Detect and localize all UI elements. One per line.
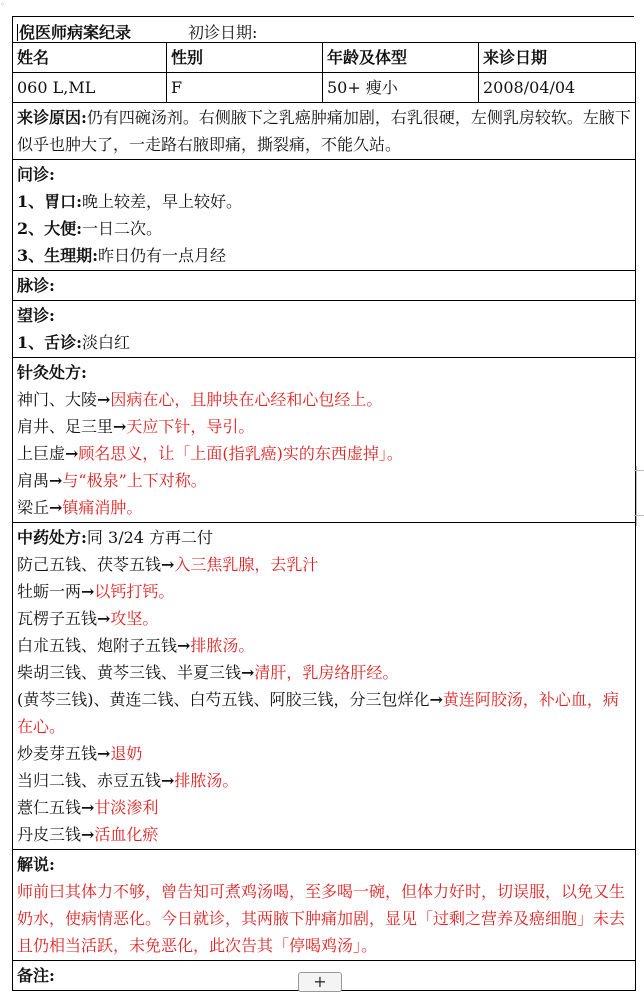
explanation-row xyxy=(13,850,636,961)
patient-sex: F xyxy=(167,73,323,103)
text-cursor-icon xyxy=(17,24,18,41)
title-row xyxy=(12,16,634,42)
first-visit-label: 初诊日期: xyxy=(188,23,258,42)
observation-label: 望诊: xyxy=(17,306,55,325)
arrow-icon: → xyxy=(49,498,63,517)
inquiry-label: 问诊: xyxy=(17,165,55,184)
patient-visit-date: 2008/04/04 xyxy=(479,73,636,103)
date-header: 来诊日期 xyxy=(479,43,636,73)
arrow-icon: → xyxy=(429,690,443,709)
patient-name: 060 L,ML xyxy=(13,73,167,103)
reason-label: 来诊原因: xyxy=(17,108,87,127)
acupuncture-cell xyxy=(13,358,636,523)
acupuncture-row xyxy=(13,358,636,523)
pulse-row xyxy=(13,271,636,301)
herbal-item: 防己五钱、茯苓五钱→入三焦乳腺，去乳汁 xyxy=(17,555,319,574)
observation-row xyxy=(13,301,636,358)
arrow-icon: → xyxy=(81,825,95,844)
page-edge-tick xyxy=(634,515,644,516)
reason-row xyxy=(13,103,636,160)
arrow-icon: → xyxy=(81,798,95,817)
arrow-icon: → xyxy=(113,417,127,436)
add-button[interactable]: + xyxy=(298,972,342,992)
inquiry-row xyxy=(13,160,636,271)
herbal-item: 柴胡三钱、黄芩三钱、半夏三钱→清肝，乳房络肝经。 xyxy=(17,663,399,682)
herbal-item: 当归二钱、赤豆五钱→排脓汤。 xyxy=(17,771,239,790)
age-header: 年龄及体型 xyxy=(323,43,479,73)
acupuncture-item: 肩井、足三里→天应下针，导引。 xyxy=(17,417,255,436)
patient-row xyxy=(13,73,636,103)
herbal-item: 薏仁五钱→甘淡渗利 xyxy=(17,798,159,817)
acupuncture-item: 梁丘→镇痛消肿。 xyxy=(17,498,143,517)
explanation-label: 解说: xyxy=(17,855,55,874)
arrow-icon: → xyxy=(161,771,175,790)
herbal-item: 白朮五钱、炮附子五钱→排脓汤。 xyxy=(17,636,255,655)
inquiry-cell xyxy=(13,160,636,271)
sex-header: 性别 xyxy=(167,43,323,73)
acupuncture-item: 上巨虚→顾名思义，让「上面(指乳癌)实的东西虚掉」。 xyxy=(17,444,403,463)
arrow-icon: → xyxy=(81,582,95,601)
patient-age-body: 50+ 瘦小 xyxy=(323,73,479,103)
arrow-icon: → xyxy=(49,471,63,490)
acupuncture-label: 针灸处方: xyxy=(17,363,87,382)
inquiry-item: 1、胃口:晚上较差，早上较好。 xyxy=(17,192,243,211)
herbal-cell xyxy=(13,523,636,850)
herbal-item: 丹皮三钱→活血化瘀 xyxy=(17,825,159,844)
herbal-item: 炒麦芽五钱→退奶 xyxy=(17,744,143,763)
reason-cell xyxy=(13,103,636,160)
herbal-item: 牡蛎一两→以钙打钙。 xyxy=(17,582,175,601)
corner-marker-icon: ◦ xyxy=(0,0,5,9)
arrow-icon: → xyxy=(177,636,191,655)
herbal-intro: 同 3/24 方再二付 xyxy=(86,528,214,547)
arrow-icon: → xyxy=(97,744,111,763)
herbal-label: 中药处方: xyxy=(17,528,87,547)
herbal-row xyxy=(13,523,636,850)
arrow-icon: → xyxy=(241,663,255,682)
explanation-cell xyxy=(13,850,636,961)
acupuncture-item: 神门、大陵→因病在心，且肿块在心经和心包经上。 xyxy=(17,390,383,409)
header-row xyxy=(13,43,636,73)
explanation-text: 师前曰其体力不够，曾告知可煮鸡汤喝，至多喝一碗，但体力好时，切误服，以免又生奶水，使病情恶化。今日就诊，其两腋下肿痛加剧，显见「过剩之营养及癌细胞」未去且仍相当活跃，未免恶化，此次告其「停喝鸡汤」。 xyxy=(17,882,626,955)
inquiry-item: 2、大便:一日二次。 xyxy=(17,219,163,238)
inquiry-item: 3、生理期:昨日仍有一点月经 xyxy=(17,246,227,265)
herbal-item: 瓦楞子五钱→攻坚。 xyxy=(17,609,159,628)
pulse-label: 脉诊: xyxy=(17,276,55,295)
herbal-header xyxy=(17,524,631,551)
acupuncture-item: 肩禺→与“极泉”上下对称。 xyxy=(17,471,207,490)
name-header: 姓名 xyxy=(13,43,167,73)
document-title: 倪医师病案纪录 xyxy=(19,23,132,42)
herbal-item: (黄芩三钱)、黄连二钱、白芍五钱、阿胶三钱，分三包烊化→黄连阿胶汤，补心血，病在心。 xyxy=(17,690,619,736)
observation-item: 1、舌诊:淡白红 xyxy=(17,333,131,352)
pulse-cell xyxy=(13,271,636,301)
arrow-icon: → xyxy=(161,555,175,574)
arrow-icon: → xyxy=(97,390,111,409)
observation-cell xyxy=(13,301,636,358)
page-edge-marker xyxy=(636,466,644,526)
arrow-icon: → xyxy=(65,444,79,463)
arrow-icon: → xyxy=(97,609,111,628)
page-edge-tick xyxy=(634,470,644,471)
case-record-table xyxy=(12,42,636,991)
remarks-label: 备注: xyxy=(17,966,55,985)
reason-text: 仍有四碗汤剂。右侧腋下之乳癌肿痛加剧，右乳很硬，左侧乳房较软。左腋下似乎也肿大了，一走路右腋即痛，撕裂痛，不能久站。 xyxy=(17,108,631,154)
